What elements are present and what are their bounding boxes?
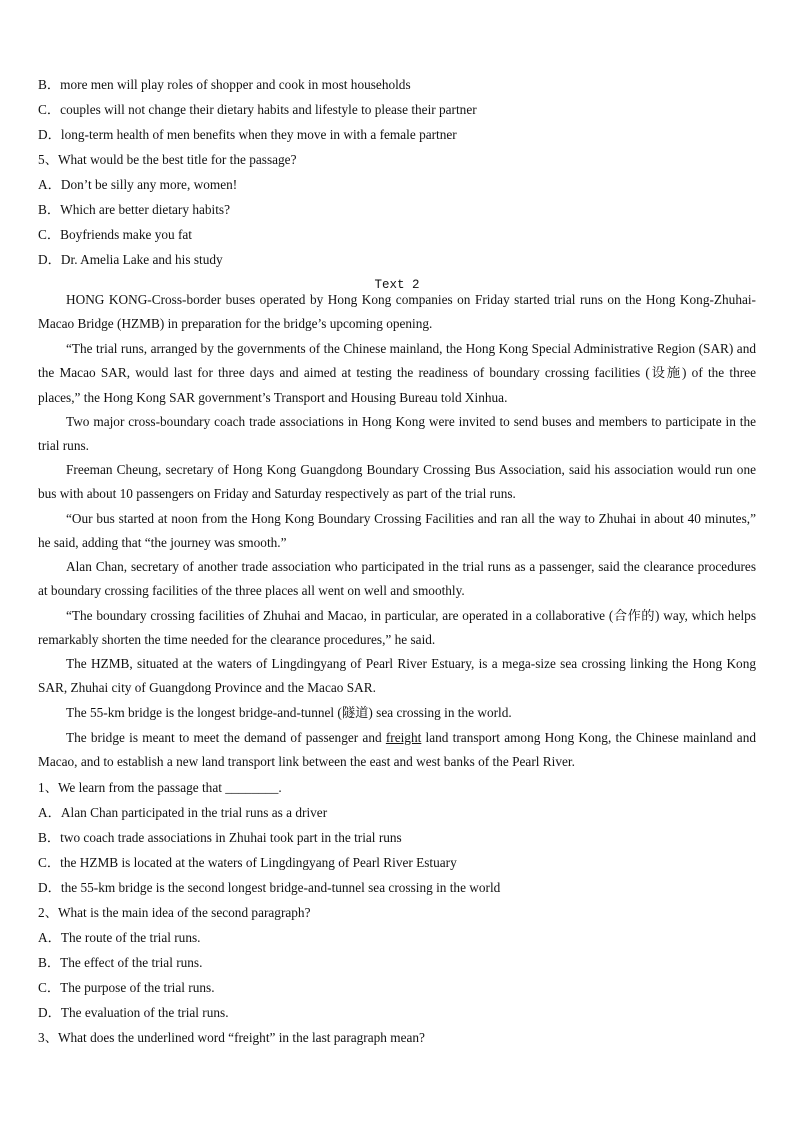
text2-title: Text 2 <box>374 278 420 292</box>
paragraph-text: Two major cross-boundary coach trade associations in Hong Kong were invited to send buses and members to participate in the trial runs. <box>38 414 756 454</box>
text2-paragraph-1 <box>38 288 756 337</box>
text2-paragraph-2 <box>38 337 756 410</box>
text2-paragraph-8 <box>38 652 756 701</box>
part1-option-d: D．long-term health of men benefits when they move in with a female partner <box>38 127 457 142</box>
text2-paragraph-3 <box>38 410 756 459</box>
paragraph-text: The HZMB, situated at the waters of Lingdingyang of Pearl River Estuary, is a mega-size sea crossing linking the Hong Kong SAR, Zhuhai city of Guangdong Province and the Macao SAR. <box>38 656 756 696</box>
paragraph-text: “The boundary crossing facilities of Zhuhai and Macao, in particular, are operated in a collaborative (合作的) way, which helps remarkably shorten the time needed for the clearance procedures,” he said. <box>38 608 756 648</box>
q2-option-d: D．The evaluation of the trial runs. <box>38 1005 229 1020</box>
part1-option-c: C．couples will not change their dietary habits and lifestyle to please their partner <box>38 102 477 117</box>
q2-option-a: A．The route of the trial runs. <box>38 930 201 945</box>
question-2: 2、What is the main idea of the second paragraph? <box>38 905 311 920</box>
q1-option-a: A．Alan Chan participated in the trial runs as a driver <box>38 805 328 820</box>
q2-option-b: B．The effect of the trial runs. <box>38 955 203 970</box>
text-after: land transport among Hong Kong, the Chinese mainland and Macao, and to establish a new land transport link between the east and west banks of the Pearl River. <box>38 730 756 770</box>
paragraph-text: The 55-km bridge is the longest bridge-and-tunnel (隧道) sea crossing in the world. <box>66 705 512 720</box>
q5-option-a: A．Don’t be silly any more, women! <box>38 177 238 192</box>
paragraph-text: Freeman Cheung, secretary of Hong Kong Guangdong Boundary Crossing Bus Association, said his association would run one bus with about 10 passengers on Friday and Saturday respectively as part of the trial runs. <box>38 462 756 502</box>
question-1: 1、We learn from the passage that ________. <box>38 780 282 795</box>
paragraph-text <box>38 726 756 775</box>
q5-option-b: B．Which are better dietary habits? <box>38 202 230 217</box>
q5-option-d: D．Dr. Amelia Lake and his study <box>38 252 223 267</box>
text-before: The bridge is meant to meet the demand of passenger and <box>66 730 386 745</box>
paragraph-text: Alan Chan, secretary of another trade association who participated in the trial runs as a passenger, said the clearance procedures at boundary crossing facilities of the three places all went on well and smoothly. <box>38 559 756 599</box>
q5-option-c: C．Boyfriends make you fat <box>38 227 192 242</box>
q1-option-d: D．the 55-km bridge is the second longest bridge-and-tunnel sea crossing in the world <box>38 880 501 895</box>
paragraph-text: HONG KONG-Cross-border buses operated by Hong Kong companies on Friday started trial runs on the Hong Kong-Zhuhai-Macao Bridge (HZMB) in preparation for the bridge’s upcoming opening. <box>38 292 756 332</box>
text2-paragraph-6 <box>38 555 756 604</box>
underlined-word: freight <box>385 730 422 745</box>
text2-paragraph-9 <box>38 701 756 725</box>
paragraph-text: “The trial runs, arranged by the governments of the Chinese mainland, the Hong Kong Special Administrative Region (SAR) and the Macao SAR, would last for three days and aimed at testing the readiness of boundary crossing facilities (设施) of the three places,” the Hong Kong SAR government’s Transport and Housing Bureau told Xinhua. <box>38 341 756 405</box>
paragraph-text: “Our bus started at noon from the Hong Kong Boundary Crossing Facilities and ran all the way to Zhuhai in about 40 minutes,” he said, adding that “the journey was smooth.” <box>38 511 756 551</box>
q1-option-b: B．two coach trade associations in Zhuhai took part in the trial runs <box>38 830 402 845</box>
text2-paragraph-4 <box>38 458 756 507</box>
q1-option-c: C．the HZMB is located at the waters of Lingdingyang of Pearl River Estuary <box>38 855 457 870</box>
text2-paragraph-7 <box>38 604 756 653</box>
text2-paragraph-10 <box>38 726 756 775</box>
q2-option-c: C．The purpose of the trial runs. <box>38 980 215 995</box>
text2-paragraph-5 <box>38 507 756 556</box>
question-3: 3、What does the underlined word “freight” in the last paragraph mean? <box>38 1030 425 1045</box>
part1-option-b: B．more men will play roles of shopper and cook in most households <box>38 77 411 92</box>
question-5: 5、What would be the best title for the passage? <box>38 152 297 167</box>
